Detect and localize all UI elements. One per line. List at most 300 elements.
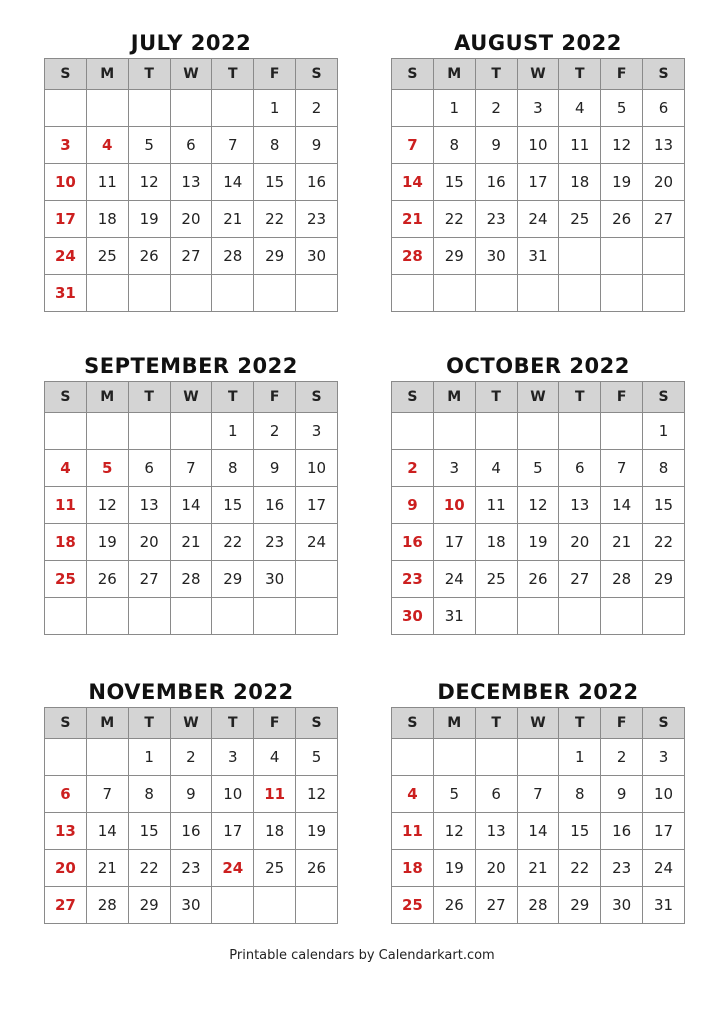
day-cell: 4: [45, 450, 87, 487]
day-cell: 30: [254, 561, 296, 598]
empty-day-cell: [296, 598, 338, 635]
day-cell: 30: [601, 887, 643, 924]
day-cell: 1: [128, 739, 170, 776]
weekday-header-row: [392, 708, 685, 739]
day-cell: 1: [433, 90, 475, 127]
day-cell: 16: [601, 813, 643, 850]
weekday-header: S: [296, 382, 338, 413]
day-cell: 1: [254, 90, 296, 127]
weekday-header: S: [643, 708, 685, 739]
month-title: NOVEMBER 2022: [88, 680, 294, 704]
empty-day-cell: [254, 275, 296, 312]
weekday-header: F: [601, 59, 643, 90]
day-cell: 7: [392, 127, 434, 164]
weekday-header: S: [392, 382, 434, 413]
week-row: [392, 776, 685, 813]
weekday-header-row: [45, 382, 338, 413]
weekday-header: T: [128, 708, 170, 739]
empty-day-cell: [475, 739, 517, 776]
weekday-header: F: [601, 708, 643, 739]
day-cell: 24: [643, 850, 685, 887]
empty-day-cell: [296, 561, 338, 598]
weekday-header: S: [392, 708, 434, 739]
day-cell: 7: [212, 127, 254, 164]
day-cell: 13: [170, 164, 212, 201]
day-cell: 12: [296, 776, 338, 813]
day-cell: 30: [475, 238, 517, 275]
day-cell: 10: [45, 164, 87, 201]
week-row: [392, 887, 685, 924]
empty-day-cell: [392, 90, 434, 127]
empty-day-cell: [643, 238, 685, 275]
weekday-header: T: [212, 382, 254, 413]
weekday-header: S: [45, 382, 87, 413]
day-cell: 6: [45, 776, 87, 813]
day-cell: 20: [170, 201, 212, 238]
day-cell: 23: [601, 850, 643, 887]
day-cell: 16: [170, 813, 212, 850]
day-cell: 7: [170, 450, 212, 487]
day-cell: 26: [86, 561, 128, 598]
empty-day-cell: [254, 598, 296, 635]
day-cell: 3: [212, 739, 254, 776]
week-row: [45, 561, 338, 598]
day-cell: 22: [559, 850, 601, 887]
empty-day-cell: [559, 598, 601, 635]
empty-day-cell: [212, 90, 254, 127]
day-cell: 22: [643, 524, 685, 561]
day-cell: 18: [254, 813, 296, 850]
day-cell: 15: [212, 487, 254, 524]
day-cell: 16: [392, 524, 434, 561]
day-cell: 15: [128, 813, 170, 850]
day-cell: 11: [392, 813, 434, 850]
day-cell: 3: [643, 739, 685, 776]
day-cell: 11: [559, 127, 601, 164]
day-cell: 19: [517, 524, 559, 561]
empty-day-cell: [475, 598, 517, 635]
day-cell: 5: [296, 739, 338, 776]
day-cell: 13: [128, 487, 170, 524]
week-row: [392, 524, 685, 561]
day-cell: 9: [601, 776, 643, 813]
week-row: [45, 201, 338, 238]
weekday-header: T: [475, 708, 517, 739]
empty-day-cell: [517, 598, 559, 635]
weekday-header: M: [86, 382, 128, 413]
day-cell: 2: [601, 739, 643, 776]
day-cell: 2: [296, 90, 338, 127]
empty-day-cell: [433, 275, 475, 312]
empty-day-cell: [170, 275, 212, 312]
empty-day-cell: [212, 275, 254, 312]
empty-day-cell: [601, 413, 643, 450]
day-cell: 21: [601, 524, 643, 561]
month-grid: [44, 58, 338, 312]
month-grid: [391, 58, 685, 312]
day-cell: 19: [433, 850, 475, 887]
day-cell: 3: [296, 413, 338, 450]
weekday-header: M: [433, 59, 475, 90]
day-cell: 27: [170, 238, 212, 275]
day-cell: 18: [559, 164, 601, 201]
day-cell: 21: [170, 524, 212, 561]
day-cell: 30: [296, 238, 338, 275]
week-row: [45, 450, 338, 487]
day-cell: 9: [170, 776, 212, 813]
empty-day-cell: [475, 413, 517, 450]
week-row: [45, 487, 338, 524]
month-title: AUGUST 2022: [454, 31, 622, 55]
weekday-header: T: [559, 708, 601, 739]
day-cell: 17: [212, 813, 254, 850]
day-cell: 1: [559, 739, 601, 776]
day-cell: 29: [212, 561, 254, 598]
weekday-header: T: [475, 59, 517, 90]
day-cell: 28: [517, 887, 559, 924]
day-cell: 21: [517, 850, 559, 887]
week-row: [392, 127, 685, 164]
day-cell: 6: [170, 127, 212, 164]
day-cell: 19: [128, 201, 170, 238]
day-cell: 21: [212, 201, 254, 238]
weekday-header: S: [643, 59, 685, 90]
day-cell: 1: [212, 413, 254, 450]
week-row: [45, 164, 338, 201]
weekday-header: T: [128, 59, 170, 90]
weekday-header: T: [212, 708, 254, 739]
week-row: [45, 127, 338, 164]
day-cell: 28: [601, 561, 643, 598]
day-cell: 19: [86, 524, 128, 561]
day-cell: 25: [392, 887, 434, 924]
day-cell: 5: [517, 450, 559, 487]
week-row: [45, 90, 338, 127]
week-row: [392, 201, 685, 238]
empty-day-cell: [170, 90, 212, 127]
month-title: DECEMBER 2022: [437, 680, 639, 704]
day-cell: 5: [433, 776, 475, 813]
empty-day-cell: [128, 598, 170, 635]
week-row: [392, 487, 685, 524]
day-cell: 17: [433, 524, 475, 561]
weekday-header: F: [254, 59, 296, 90]
day-cell: 25: [45, 561, 87, 598]
day-cell: 26: [128, 238, 170, 275]
weekday-header: T: [559, 59, 601, 90]
month-calendar: [391, 30, 685, 312]
day-cell: 29: [559, 887, 601, 924]
day-cell: 20: [559, 524, 601, 561]
month-grid: [44, 381, 338, 635]
week-row: [392, 90, 685, 127]
weekday-header: S: [296, 708, 338, 739]
day-cell: 13: [643, 127, 685, 164]
weekday-header: W: [170, 708, 212, 739]
day-cell: 12: [86, 487, 128, 524]
empty-day-cell: [128, 275, 170, 312]
week-row: [392, 813, 685, 850]
day-cell: 19: [601, 164, 643, 201]
day-cell: 1: [643, 413, 685, 450]
empty-day-cell: [433, 739, 475, 776]
day-cell: 30: [170, 887, 212, 924]
week-row: [392, 413, 685, 450]
day-cell: 4: [475, 450, 517, 487]
day-cell: 17: [643, 813, 685, 850]
day-cell: 8: [559, 776, 601, 813]
week-row: [392, 238, 685, 275]
empty-day-cell: [601, 275, 643, 312]
day-cell: 13: [475, 813, 517, 850]
day-cell: 9: [254, 450, 296, 487]
day-cell: 12: [601, 127, 643, 164]
weekday-header: T: [128, 382, 170, 413]
weekday-header: F: [601, 382, 643, 413]
day-cell: 26: [296, 850, 338, 887]
day-cell: 31: [433, 598, 475, 635]
month-calendar: [44, 30, 338, 312]
day-cell: 9: [392, 487, 434, 524]
day-cell: 29: [433, 238, 475, 275]
empty-day-cell: [475, 275, 517, 312]
day-cell: 20: [475, 850, 517, 887]
empty-day-cell: [296, 275, 338, 312]
month-title: OCTOBER 2022: [446, 354, 630, 378]
day-cell: 2: [170, 739, 212, 776]
week-row: [392, 561, 685, 598]
day-cell: 29: [128, 887, 170, 924]
day-cell: 30: [392, 598, 434, 635]
day-cell: 4: [254, 739, 296, 776]
day-cell: 18: [392, 850, 434, 887]
day-cell: 22: [128, 850, 170, 887]
empty-day-cell: [86, 739, 128, 776]
day-cell: 7: [601, 450, 643, 487]
day-cell: 16: [254, 487, 296, 524]
day-cell: 26: [433, 887, 475, 924]
day-cell: 7: [86, 776, 128, 813]
day-cell: 12: [517, 487, 559, 524]
week-row: [392, 164, 685, 201]
day-cell: 14: [392, 164, 434, 201]
month-title: SEPTEMBER 2022: [84, 354, 298, 378]
empty-day-cell: [45, 739, 87, 776]
empty-day-cell: [212, 887, 254, 924]
day-cell: 18: [86, 201, 128, 238]
day-cell: 9: [296, 127, 338, 164]
empty-day-cell: [45, 598, 87, 635]
day-cell: 10: [517, 127, 559, 164]
day-cell: 14: [601, 487, 643, 524]
weekday-header: W: [170, 382, 212, 413]
day-cell: 10: [212, 776, 254, 813]
day-cell: 15: [643, 487, 685, 524]
day-cell: 28: [170, 561, 212, 598]
day-cell: 31: [517, 238, 559, 275]
day-cell: 12: [433, 813, 475, 850]
day-cell: 23: [296, 201, 338, 238]
empty-day-cell: [643, 275, 685, 312]
day-cell: 14: [86, 813, 128, 850]
day-cell: 4: [559, 90, 601, 127]
day-cell: 28: [212, 238, 254, 275]
empty-day-cell: [170, 598, 212, 635]
day-cell: 22: [433, 201, 475, 238]
day-cell: 8: [128, 776, 170, 813]
day-cell: 3: [45, 127, 87, 164]
day-cell: 31: [45, 275, 87, 312]
day-cell: 15: [433, 164, 475, 201]
day-cell: 24: [45, 238, 87, 275]
day-cell: 25: [254, 850, 296, 887]
week-row: [45, 598, 338, 635]
week-row: [392, 739, 685, 776]
week-row: [45, 887, 338, 924]
day-cell: 3: [517, 90, 559, 127]
empty-day-cell: [45, 413, 87, 450]
footer-credit: Printable calendars by Calendarkart.com: [229, 948, 495, 963]
month-grid: [391, 707, 685, 924]
day-cell: 29: [643, 561, 685, 598]
weekday-header-row: [392, 59, 685, 90]
day-cell: 8: [212, 450, 254, 487]
empty-day-cell: [433, 413, 475, 450]
empty-day-cell: [212, 598, 254, 635]
empty-day-cell: [128, 413, 170, 450]
empty-day-cell: [601, 598, 643, 635]
day-cell: 27: [475, 887, 517, 924]
day-cell: 4: [392, 776, 434, 813]
day-cell: 11: [254, 776, 296, 813]
empty-day-cell: [128, 90, 170, 127]
week-row: [392, 275, 685, 312]
weekday-header-row: [45, 59, 338, 90]
day-cell: 16: [475, 164, 517, 201]
day-cell: 3: [433, 450, 475, 487]
day-cell: 22: [212, 524, 254, 561]
day-cell: 6: [128, 450, 170, 487]
week-row: [45, 776, 338, 813]
weekday-header: S: [643, 382, 685, 413]
day-cell: 9: [475, 127, 517, 164]
day-cell: 25: [86, 238, 128, 275]
day-cell: 24: [212, 850, 254, 887]
day-cell: 17: [296, 487, 338, 524]
day-cell: 6: [475, 776, 517, 813]
week-row: [45, 413, 338, 450]
day-cell: 23: [392, 561, 434, 598]
empty-day-cell: [559, 275, 601, 312]
day-cell: 26: [517, 561, 559, 598]
day-cell: 13: [45, 813, 87, 850]
day-cell: 27: [128, 561, 170, 598]
weekday-header: T: [559, 382, 601, 413]
weekday-header: W: [517, 708, 559, 739]
weekday-header: S: [45, 59, 87, 90]
weekday-header: T: [475, 382, 517, 413]
empty-day-cell: [86, 90, 128, 127]
day-cell: 10: [433, 487, 475, 524]
day-cell: 23: [170, 850, 212, 887]
day-cell: 16: [296, 164, 338, 201]
weekday-header: M: [433, 382, 475, 413]
month-grid: [391, 381, 685, 635]
day-cell: 29: [254, 238, 296, 275]
month-calendar: [391, 679, 685, 924]
day-cell: 10: [296, 450, 338, 487]
day-cell: 20: [45, 850, 87, 887]
weekday-header: S: [296, 59, 338, 90]
empty-day-cell: [296, 887, 338, 924]
empty-day-cell: [170, 413, 212, 450]
day-cell: 27: [643, 201, 685, 238]
weekday-header: F: [254, 382, 296, 413]
weekday-header-row: [45, 708, 338, 739]
month-title: JULY 2022: [130, 31, 252, 55]
day-cell: 19: [296, 813, 338, 850]
weekday-header: F: [254, 708, 296, 739]
day-cell: 10: [643, 776, 685, 813]
day-cell: 5: [128, 127, 170, 164]
empty-day-cell: [601, 238, 643, 275]
empty-day-cell: [517, 739, 559, 776]
day-cell: 24: [517, 201, 559, 238]
day-cell: 23: [254, 524, 296, 561]
day-cell: 11: [86, 164, 128, 201]
day-cell: 24: [296, 524, 338, 561]
week-row: [45, 275, 338, 312]
empty-day-cell: [86, 275, 128, 312]
empty-day-cell: [559, 413, 601, 450]
day-cell: 6: [643, 90, 685, 127]
empty-day-cell: [254, 887, 296, 924]
day-cell: 27: [559, 561, 601, 598]
day-cell: 17: [45, 201, 87, 238]
weekday-header: W: [170, 59, 212, 90]
empty-day-cell: [392, 739, 434, 776]
day-cell: 2: [475, 90, 517, 127]
day-cell: 20: [128, 524, 170, 561]
empty-day-cell: [86, 413, 128, 450]
day-cell: 18: [475, 524, 517, 561]
day-cell: 2: [254, 413, 296, 450]
day-cell: 11: [475, 487, 517, 524]
weekday-header: S: [392, 59, 434, 90]
weekday-header: T: [212, 59, 254, 90]
weekday-header: W: [517, 382, 559, 413]
day-cell: 14: [212, 164, 254, 201]
day-cell: 14: [170, 487, 212, 524]
week-row: [45, 238, 338, 275]
day-cell: 27: [45, 887, 87, 924]
day-cell: 7: [517, 776, 559, 813]
weekday-header: M: [86, 59, 128, 90]
week-row: [45, 813, 338, 850]
weekday-header: M: [433, 708, 475, 739]
month-calendar: [44, 679, 338, 924]
day-cell: 15: [559, 813, 601, 850]
week-row: [392, 598, 685, 635]
empty-day-cell: [643, 598, 685, 635]
week-row: [45, 739, 338, 776]
day-cell: 6: [559, 450, 601, 487]
empty-day-cell: [86, 598, 128, 635]
day-cell: 26: [601, 201, 643, 238]
day-cell: 14: [517, 813, 559, 850]
month-grid: [44, 707, 338, 924]
empty-day-cell: [392, 275, 434, 312]
